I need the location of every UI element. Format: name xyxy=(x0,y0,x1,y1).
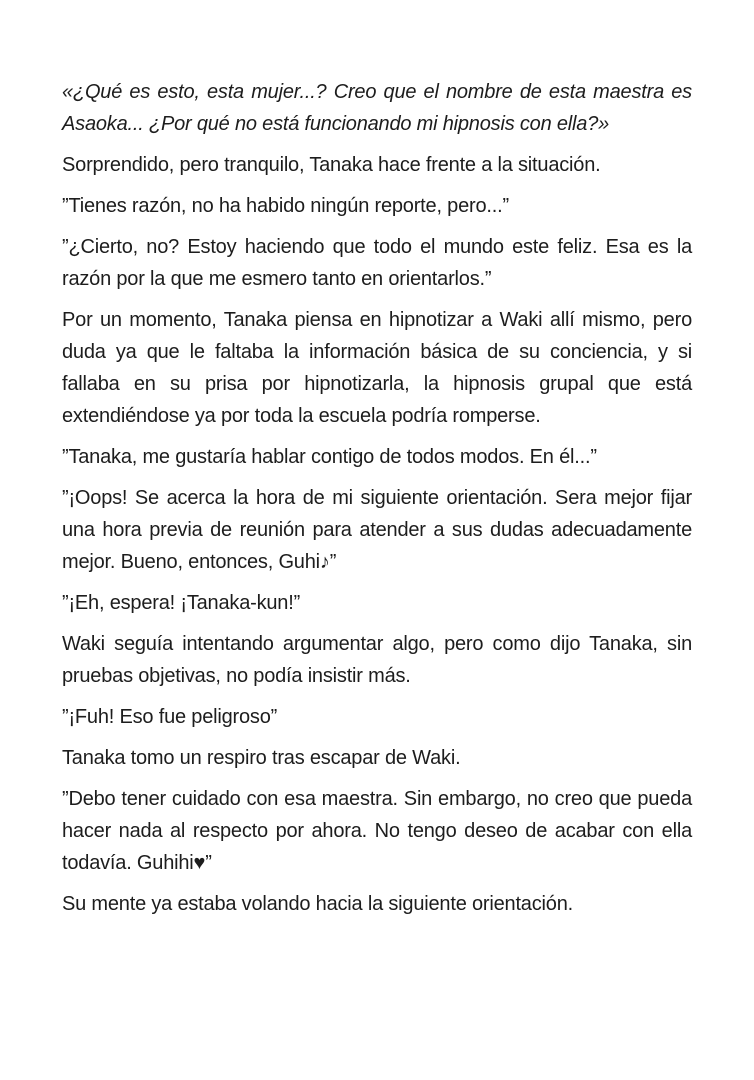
paragraph-dialogue-1: ”Tienes razón, no ha habido ningún reporte, pero...” xyxy=(62,195,509,217)
paragraph-narration-1: Sorprendido, pero tranquilo, Tanaka hace frente a la situación. xyxy=(62,154,601,176)
paragraph-dialogue-5: ”¡Eh, espera! ¡Tanaka-kun!” xyxy=(62,592,301,614)
paragraph-dialogue-2: ”¿Cierto, no? Estoy haciendo que todo el mundo este feliz. Esa es la razón por la que me esmero tanto en orientarlos.” xyxy=(62,236,692,290)
paragraph-inner-thought: «¿Qué es esto, esta mujer...? Creo que el nombre de esta maestra es Asaoka... ¿Por qué no está funcionando mi hipnosis con ella?» xyxy=(62,81,692,135)
paragraph-narration-5: Su mente ya estaba volando hacia la siguiente orientación. xyxy=(62,893,573,915)
text-column xyxy=(62,76,692,929)
paragraph-dialogue-4: ”¡Oops! Se acerca la hora de mi siguiente orientación. Sera mejor fijar una hora previa de reunión para atender a sus dudas adecuadamente mejor. Bueno, entonces, Guhi♪” xyxy=(62,487,692,573)
paragraph-narration-4: Tanaka tomo un respiro tras escapar de Waki. xyxy=(62,747,461,769)
paragraph-dialogue-6: ”¡Fuh! Eso fue peligroso” xyxy=(62,706,278,728)
paragraph-dialogue-7: ”Debo tener cuidado con esa maestra. Sin embargo, no creo que pueda hacer nada al respecto por ahora. No tengo deseo de acabar con ella todavía. Guhihi♥” xyxy=(62,788,692,874)
paragraph-narration-2: Por un momento, Tanaka piensa en hipnotizar a Waki allí mismo, pero duda ya que le faltaba la información básica de su conciencia, y si fallaba en su prisa por hipnotizarla, la hipnosis grupal que está extendiéndose ya por toda la escuela podría romperse. xyxy=(62,309,692,427)
paragraph-dialogue-3: ”Tanaka, me gustaría hablar contigo de todos modos. En él...” xyxy=(62,446,597,468)
paragraph-narration-3: Waki seguía intentando argumentar algo, pero como dijo Tanaka, sin pruebas objetivas, no podía insistir más. xyxy=(62,633,692,687)
